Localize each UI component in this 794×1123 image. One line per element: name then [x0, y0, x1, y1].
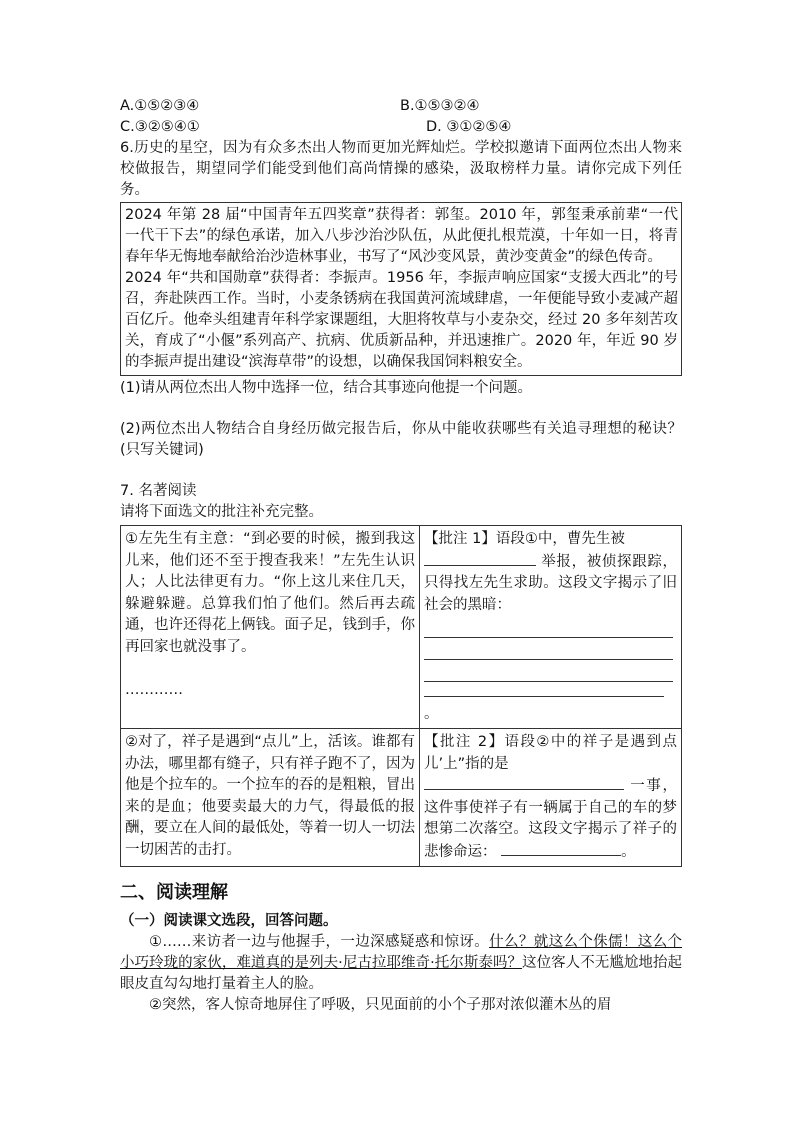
question-7-title: 7. 名著阅读 — [120, 483, 197, 499]
reading-paragraph-1 — [120, 932, 682, 995]
material-guo-xi: 2024 年第 28 届“中国青年五四奖章”获得者：郭玺。2010 年，郭玺秉承前辈“一代一代干下去”的绿色承诺，加入八步沙治沙队伍，从此便扎根荒漠，十年如一日，将青春年华无悔地奉献给治沙造林事业，书写了“风沙变风景，黄沙变黄金”的绿色传奇。 — [125, 207, 678, 265]
excerpt-1-text: ①左先生有主意：“到必要的时候，搬到我这儿来，他们还不至于搜查我来！”左先生认识人；人比法律更有力。“你上这儿来住几天，躲避躲避。总算我们怕了他们。然后再去疏通，也许还得花上俩钱。面子足，钱到手，你再回家也就没事了。 — [125, 531, 415, 655]
annotation-1-text-a: 【批注 1】语段①中，曹先生被 — [424, 531, 625, 547]
annotation-1-text-b: 举报，被侦探跟踪，只得找左先生求助。这段文字揭示了旧社会的黑暗： — [424, 553, 678, 613]
annotation-1-end: 。 — [424, 706, 439, 722]
question-6-material-box — [120, 202, 682, 376]
reading-paragraph-1-end: 这位客人不无尴尬地抬起眼皮直勾勾地打量着主人的脸。 — [120, 955, 683, 992]
option-d: D. ③①②⑤④ — [426, 119, 512, 135]
option-c: C.③②⑤④① — [120, 119, 200, 135]
reading-underlined-sentence: 什么？就这么个侏儒！这么个小巧玲珑的家伙，难道真的是列夫·尼古拉耶维奇·托尔斯泰吗？ — [120, 934, 683, 971]
question-6-sub-2: (2)两位杰出人物结合自身经历做完报告后，你从中能收获哪些有关追寻理想的秘诀？(只写关键词) — [120, 421, 682, 458]
annotation-2-text-b: 一事，这件事使祥子有一辆属于自己的车的梦想第二次落空。这段文字揭示了祥子的悲惨命运： — [424, 778, 678, 860]
annotation-table — [120, 525, 682, 867]
annotation-1-blank-line-3[interactable] — [424, 660, 673, 682]
annotation-2-blank-2[interactable] — [501, 841, 621, 856]
document-page — [120, 96, 682, 1016]
option-a: A.①⑤②③④ — [120, 98, 200, 114]
annotation-1-blank-line-2[interactable] — [424, 638, 673, 660]
question-7-instruction: 请将下面选文的批注补充完整。 — [120, 504, 323, 520]
reading-paragraph-1-start: ①……来访者一边与他握手，一边深感疑惑和惊讶。 — [149, 934, 490, 950]
excerpt-1 — [121, 526, 420, 729]
table-row — [121, 526, 682, 729]
option-b: B.①⑤③②④ — [400, 98, 480, 114]
reading-paragraph-2: ②突然，客人惊奇地屏住了呼吸，只见面前的小个子那对浓似灌木丛的眉 — [149, 997, 612, 1013]
answer-options — [120, 96, 682, 138]
question-6-prompt: 6.历史的星空，因为有众多杰出人物而更加光辉灿烂。学校拟邀请下面两位杰出人物来校做报告，期望同学们能受到他们高尚情操的感染，汲取榜样力量。请你完成下列任务。 — [120, 140, 682, 198]
annotation-2-end: 。 — [621, 843, 636, 860]
annotation-1 — [420, 526, 682, 729]
section-2-heading: 二、阅读理解 — [120, 882, 228, 903]
annotation-1-blank-line-1[interactable] — [424, 616, 673, 638]
annotation-2 — [420, 729, 682, 867]
annotation-2-text-a: 【批注 2】语段②中的祥子是遇到点儿’上”指的是 — [424, 734, 677, 772]
annotation-1-blank-1[interactable] — [424, 551, 536, 566]
annotation-2-blank-1[interactable] — [424, 775, 624, 790]
excerpt-1-ellipsis: ………… — [125, 681, 183, 698]
question-6-sub-1: (1)请从两位杰出人物中选择一位，结合其事迹向他提一个问题。 — [120, 380, 533, 396]
answer-space-2 — [120, 461, 682, 481]
section-2-subheading: （一）阅读课文选段，回答问题。 — [120, 913, 338, 929]
table-row — [121, 729, 682, 867]
answer-space-1 — [120, 399, 682, 419]
material-li-zhensheng: 2024 年“共和国勋章”获得者：李振声。1956 年，李振声响应国家“支援大西北”的号召，奔赴陕西工作。当时，小麦条锈病在我国黄河流域肆虐，一年便能导致小麦减产超百亿斤。他牵头组建青年科学家课题组，大胆将牧草与小麦杂交，经过 20 多年刻苦攻关，育成了“小偃”系列高产、抗病、优质新品种，并迅速推广。2020 年，年近 90 岁的李振声提出建设“滨海草带”的设想，以确保我国饲料粮安全。 — [125, 270, 678, 370]
annotation-1-blank-line-4[interactable] — [424, 682, 664, 697]
excerpt-2: ②对了，祥子是遇到“点儿”上，活该。谁都有办法，哪里都有缝子，只有祥子跑不了，因为他是个拉车的。一个拉车的吞的是粗粮，冒出来的是血；他要卖最大的力气，得最低的报酬，要立在人间的最低处，等着一切人一切法一切困苦的击打。 — [121, 729, 420, 867]
